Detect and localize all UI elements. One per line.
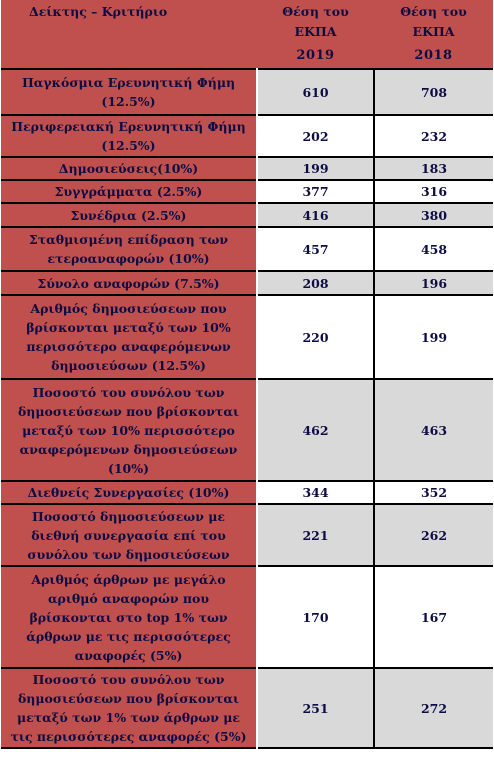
table-row (1, 295, 493, 379)
criterion-label: Περιφερειακή Ερευνητική Φήμη (12.5%) (11, 119, 246, 153)
rank-2018-value: 183 (420, 161, 448, 176)
header-criterion-label: Δείκτης – Κριτήριο (29, 4, 168, 19)
header-criterion (1, 0, 257, 69)
rank-2018-cell (374, 227, 493, 271)
rank-2019-value: 220 (302, 329, 329, 345)
table-row (1, 180, 493, 203)
rank-2019-value: 199 (302, 161, 329, 176)
rank-2019-value: 221 (302, 527, 329, 543)
rank-2019-cell (257, 504, 374, 566)
table-row (1, 271, 493, 295)
table-row (1, 668, 493, 748)
rank-2018-cell (374, 295, 493, 379)
criterion-cell (1, 668, 257, 748)
criterion-cell (1, 566, 257, 668)
rank-2019-cell (257, 203, 374, 227)
rank-2018-value: 262 (420, 527, 448, 543)
rank-2018-cell (374, 69, 493, 115)
criterion-label: Αριθμός άρθρων με μεγάλο αριθμό αναφορών που βρίσκονται στο top 1% των άρθρων με τις περισσότερες αναφορές (5%) (26, 571, 231, 663)
header-row (1, 0, 493, 69)
table-row (1, 115, 493, 157)
rank-2018-cell (374, 668, 493, 748)
rank-2019-value: 610 (302, 84, 329, 100)
table-row (1, 203, 493, 227)
rank-2019-value: 457 (302, 241, 329, 257)
rank-2019-cell (257, 566, 374, 668)
rank-2018-value: 316 (420, 184, 448, 199)
rank-2019-cell (257, 295, 374, 379)
rank-2019-cell (257, 115, 374, 157)
criterion-cell (1, 271, 257, 295)
rank-2019-cell (257, 271, 374, 295)
table-row (1, 504, 493, 566)
criterion-cell (1, 379, 257, 481)
rank-2019-cell (257, 227, 374, 271)
criterion-label: Ποσοστό του συνόλου των δημοσιεύσεων που βρίσκονται μεταξύ των 10% περισσότερο αναφερόμενων δημοσιεύσεων (10%) (17, 384, 240, 476)
table-row (1, 69, 493, 115)
header-rank-2019 (257, 0, 374, 69)
criterion-cell (1, 203, 257, 227)
ranking-table (1, 0, 493, 749)
table-body (1, 69, 493, 748)
rank-2019-value: 377 (302, 184, 329, 199)
header-rank-2019-label: Θέση του ΕΚΠΑ (282, 4, 349, 39)
rank-2018-value: 232 (420, 128, 448, 144)
rank-2018-value: 196 (420, 275, 448, 291)
criterion-label: Σταθμισμένη επίδραση των ετεροαναφορών (10%) (28, 232, 229, 266)
criterion-label: Συνέδρια (2.5%) (70, 207, 187, 223)
criterion-cell (1, 481, 257, 504)
rank-2018-value: 380 (420, 207, 448, 223)
rank-2018-value: 458 (420, 241, 448, 257)
criterion-cell (1, 295, 257, 379)
rank-2019-value: 344 (302, 485, 329, 500)
criterion-label: Σύνολο αναφορών (7.5%) (37, 275, 220, 291)
rank-2018-cell (374, 180, 493, 203)
rank-2018-cell (374, 115, 493, 157)
criterion-cell (1, 157, 257, 180)
criterion-label: Συγγράμματα (2.5%) (54, 184, 203, 199)
table-row (1, 481, 493, 504)
rank-2018-value: 352 (420, 485, 448, 500)
rank-2018-cell (374, 504, 493, 566)
table-row (1, 157, 493, 180)
rank-2019-value: 170 (302, 609, 329, 625)
header-rank-2018 (374, 0, 493, 69)
rank-2018-cell (374, 379, 493, 481)
rank-2019-cell (257, 157, 374, 180)
rank-2019-cell (257, 481, 374, 504)
rank-2019-value: 208 (302, 275, 329, 291)
criterion-label: Δημοσιεύσεις(10%) (58, 161, 199, 176)
criterion-label: Διεθνείς Συνεργασίες (10%) (27, 485, 230, 500)
criterion-label: Αριθμός δημοσιεύσεων που βρίσκονται μεταξύ των 10% περισσότερο αναφερόμενων δημοσιεύσων (12.5%) (26, 301, 231, 373)
criterion-cell (1, 69, 257, 115)
rank-2018-value: 708 (420, 84, 448, 100)
rank-2018-cell (374, 203, 493, 227)
rank-2018-cell (374, 271, 493, 295)
criterion-cell (1, 115, 257, 157)
table-row (1, 566, 493, 668)
table-row (1, 379, 493, 481)
header-year-2018: 2018 (414, 48, 453, 63)
rank-2019-cell (257, 69, 374, 115)
rank-2018-value: 463 (420, 422, 448, 438)
rank-2018-cell (374, 157, 493, 180)
criterion-cell (1, 227, 257, 271)
criterion-cell (1, 504, 257, 566)
rank-2019-value: 462 (302, 422, 329, 438)
criterion-cell (1, 180, 257, 203)
rank-2019-cell (257, 668, 374, 748)
rank-2018-cell (374, 566, 493, 668)
criterion-label: Ποσοστό του συνόλου των δημοσιεύσεων που βρίσκονται μεταξύ των 1% των άρθρων με τις περισσότερες αναφορές (5%) (10, 672, 247, 744)
rank-2019-value: 416 (302, 207, 329, 223)
header-year-2019: 2019 (296, 48, 335, 63)
rank-2018-value: 199 (420, 329, 448, 345)
rank-2019-cell (257, 180, 374, 203)
rank-2018-cell (374, 481, 493, 504)
header-rank-2018-label: Θέση του ΕΚΠΑ (400, 4, 467, 39)
rank-2019-cell (257, 379, 374, 481)
rank-2018-value: 167 (420, 609, 448, 625)
rank-2019-value: 251 (302, 700, 329, 716)
criterion-label: Παγκόσμια Ερευνητική Φήμη (12.5%) (21, 75, 236, 109)
table-row (1, 227, 493, 271)
criterion-label: Ποσοστό δημοσιεύσεων με διεθνή συνεργασία επί του συνόλου των δημοσιεύσεων (27, 508, 230, 562)
rank-2018-value: 272 (420, 700, 448, 716)
rank-2019-value: 202 (302, 128, 329, 144)
table-header (1, 0, 493, 69)
